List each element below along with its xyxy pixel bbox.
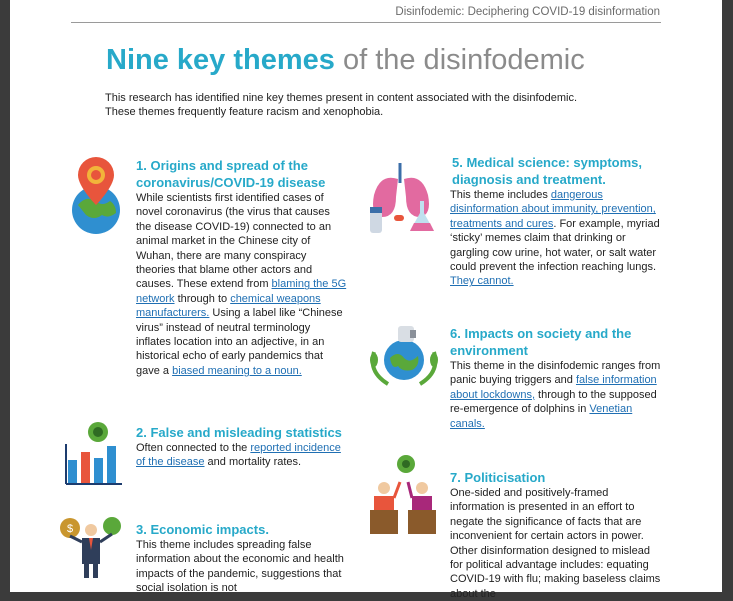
theme-3 [136,521,348,596]
theme-1-heading: 1. Origins and spread of the coronavirus/COVID-19 disease [136,158,326,190]
theme-3-heading: 3. Economic impacts. [136,522,269,537]
theme-3-body: This theme includes spreading false information about the economic and health impacts of the pandemic, suggestions that social isolation is not [136,539,344,595]
theme-1-body [136,191,348,378]
theme-6 [450,325,664,431]
theme-7-heading: 7. Politicisation [450,470,546,485]
theme-1-text-c: Using a label like “Chinese virus” instead of neutral terminology inflates location into an adjective, in an historical echo of early pandemics that gave a [136,307,343,377]
theme-5-body [450,188,662,289]
globe-toilet-paper-icon [364,322,444,388]
theme-6-heading: 6. Impacts on society and the environment [450,326,632,358]
intro-paragraph: This research has identified nine key themes present in content associated with the disinfodemic. These themes frequently feature racism and xenophobia. [105,92,578,118]
running-header: Disinfodemic: Deciphering COVID-19 disinformation [395,6,660,18]
theme-5-heading: 5. Medical science: symptoms, diagnosis and treatment. [452,155,643,187]
link-blaming-5g[interactable]: blaming the 5G network [136,278,347,305]
theme-1 [136,157,348,378]
link-false-lockdowns[interactable]: false information about lockdowns, [450,374,657,401]
document-page [10,0,722,600]
theme-6-text-b: through to the supposed re-emergence of dolphins in [450,388,657,416]
theme-7-body: One-sided and positively-framed information is presented in an effort to negate the significance of facts that are inconvenient for certain actors in power. Other disinformation designed to mislead for political advantage includes: equating COVID-19 with flu; making baseless claims about the [450,487,661,600]
theme-1-text-a: While scientists first identified cases of novel coronavirus (the virus that causes the disease COVID-19) connected to an animal market in the Chinese city of Wuhan, there are many conspiracy theories that blame other actors and causes. These extend from [136,192,332,291]
title-accent: Nine key themes [106,44,335,76]
theme-7 [450,469,664,601]
bar-chart-virus-icon [64,418,126,486]
svg-text:$: $ [66,523,74,535]
theme-5 [450,154,662,289]
link-biased-meaning[interactable]: biased meaning to a noun. [172,364,302,377]
lungs-lab-icon [364,157,440,237]
title-rest: of the disinfodemic [334,44,585,76]
theme-2-body [136,441,350,470]
theme-1-text-b: through to [174,292,231,305]
politicians-podiums-icon [366,452,442,538]
link-chemical-weapons[interactable]: chemical weapons manufacturers. [136,292,321,320]
theme-2 [136,424,350,470]
globe-pin-virus-icon [68,155,124,237]
page-title [106,44,585,77]
theme-6-body [450,359,664,431]
theme-5-text-b: . For example, myriad ‘sticky’ memes claim that drinking or gargling cow urine, hot water, or salt water could prevent the infection reaching lungs. [450,217,660,274]
theme-2-text-a: Often connected to the [136,442,251,454]
link-dangerous-disinformation[interactable]: dangerous disinformation about immunity, prevention, treatments and cures [450,189,656,230]
businessman-money-virus-icon [56,514,126,580]
link-reported-incidence[interactable]: reported incidence of the disease [136,442,341,469]
theme-6-text-a: This theme in the disinfodemic ranges from panic buying triggers and [450,360,661,387]
theme-2-text-b: and mortality rates. [204,456,302,469]
theme-2-heading: 2. False and misleading statistics [136,425,342,440]
theme-5-text-a: This theme includes [450,189,551,201]
link-they-cannot[interactable]: They cannot. [450,275,514,288]
header-rule [71,22,661,23]
link-venetian-canals[interactable]: Venetian canals. [450,403,633,430]
